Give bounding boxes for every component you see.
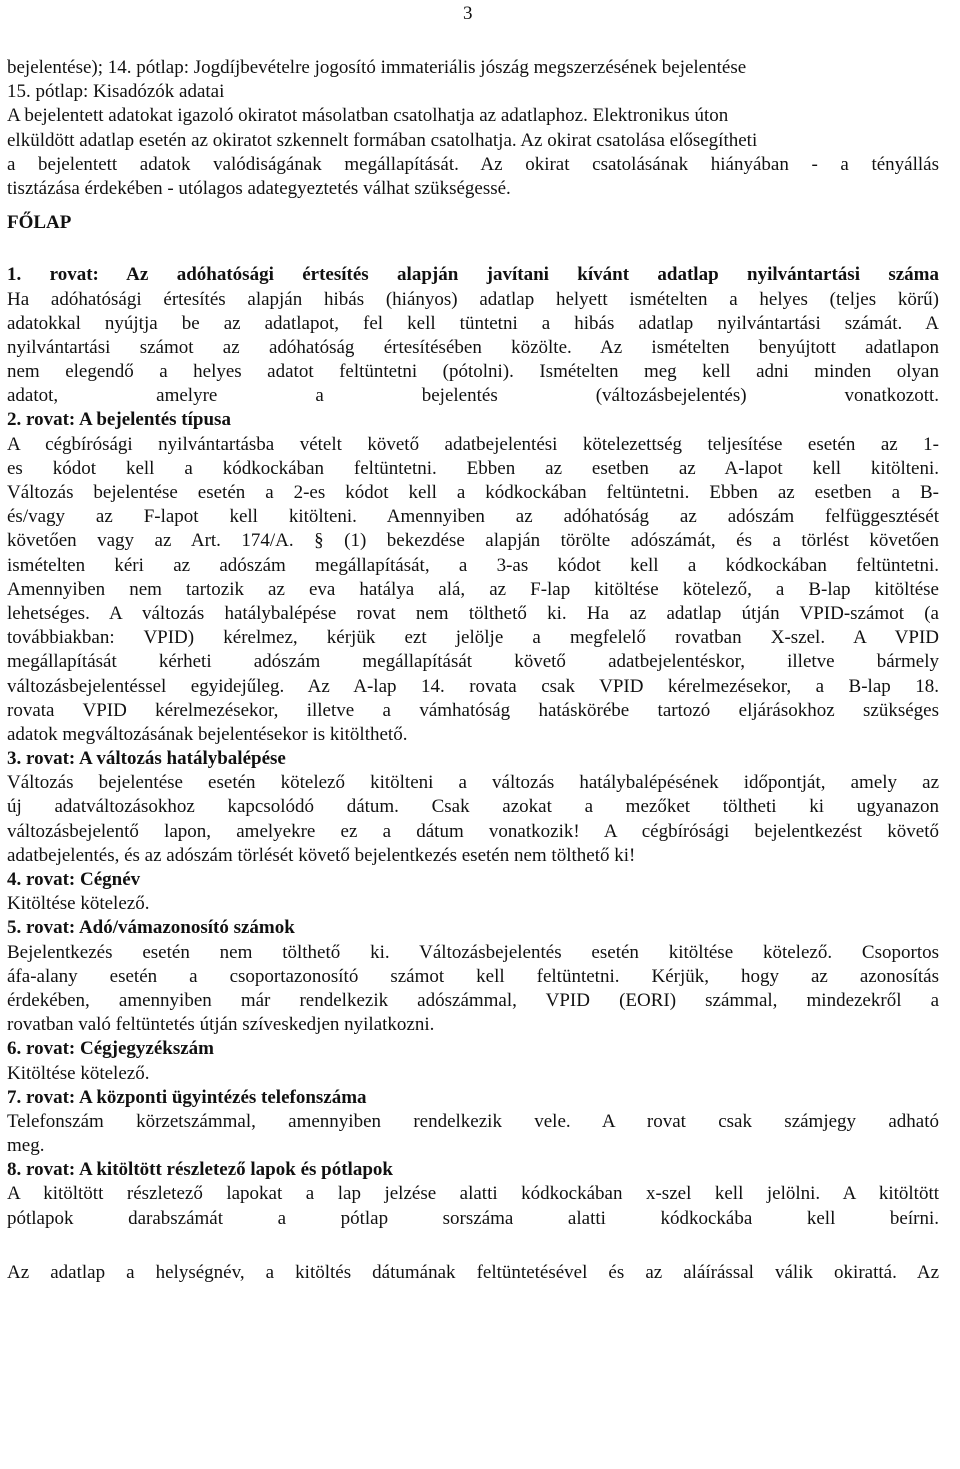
text-line: Változás bejelentése esetén kötelező kitölteni a változás hatálybalépésének időpontját, amely az	[7, 772, 939, 794]
page-number: 3	[463, 3, 473, 24]
section-5	[7, 916, 939, 1037]
text-line: adatot, amelyre a bejelentés (változásbejelentés) vonatkozott.	[7, 385, 939, 407]
text-line: A kitöltött részletező lapokat a lap jelzése alatti kódkockában x-szel kell jelölni. A kitöltött	[7, 1183, 939, 1205]
section-heading: 2. rovat: A bejelentés típusa	[7, 409, 231, 431]
section-1	[7, 263, 939, 408]
text-line: Kitöltése kötelező.	[7, 1062, 150, 1084]
text-line: továbbiakban: VPID) kérelmez, kérjük ezt jelölje a megfelelő rovatban X-szel. A VPID	[7, 627, 939, 649]
text-line: adatbejelentés, és az adószám törlését követő bejelentkezés esetén nem tölthető ki!	[7, 844, 636, 866]
text-line: ismételten kéri az adószám megállapítását, a 3-as kódot kell a kódkockában feltüntetni.	[7, 554, 939, 576]
intro-paragraph	[7, 56, 939, 201]
text-line: változásbejelentéssel egyidejűleg. Az A-lap 14. rovata csak VPID kérelmezésekor, a B-lap 18.	[7, 675, 939, 697]
text-line: és/vagy az F-lapot kell kitölteni. Amennyiben az adóhatóság az adószám felfüggesztését	[7, 506, 939, 528]
section-3	[7, 747, 939, 868]
section-heading: 6. rovat: Cégjegyzékszám	[7, 1038, 214, 1060]
text-line: követően vagy az Art. 174/A. § (1) bekezdése alapján törölte adószámát, és a törlést követően	[7, 530, 939, 552]
text-line: Telefonszám körzetszámmal, amennyiben rendelkezik vele. A rovat csak számjegy adható	[7, 1110, 939, 1132]
text-line: elküldött adatlap esetén az okiratot szkennelt formában csatolhatja. Az okirat csatolása elősegítheti	[7, 129, 758, 151]
section-8	[7, 1158, 939, 1231]
section-4	[7, 868, 939, 916]
text-line: rovatban való feltüntetés útján szíveskedjen nyilatkozni.	[7, 1014, 435, 1036]
text-line: meg.	[7, 1135, 45, 1157]
section-heading: 8. rovat: A kitöltött részletező lapok és pótlapok	[7, 1159, 393, 1181]
text-line: lehetséges. A változás hatálybalépése rovat nem tölthető ki. Ha az adatlap útján VPID-számot (a	[7, 602, 939, 624]
text-line: es kódot kell a kódkockában feltüntetni. Ebben az esetben az A-lapot kell kitölteni.	[7, 457, 939, 479]
section-heading: 3. rovat: A változás hatálybalépése	[7, 748, 286, 770]
text-line: A cégbírósági nyilvántartásba vételt követő adatbejelentési kötelezettség teljesítése esetén az 1-	[7, 433, 939, 455]
section-2	[7, 408, 939, 747]
text-line: bejelentése); 14. pótlap: Jogdíjbevételre jogosító immateriális jószág megszerzésének bejelentése	[7, 57, 747, 78]
text-line: adatok megváltozásának bejelentésekor is kitölthető.	[7, 723, 408, 745]
text-line: rovata VPID kérelmezésekor, illetve a vámhatóság hatáskörébe tartozó eljárásokhoz szükséges	[7, 699, 939, 721]
main-heading: FŐLAP	[7, 212, 72, 234]
text-line: adatokkal nyújtja be az adatlapot, fel kell tüntetni a hibás adatlap nyilvántartási számát. A	[7, 312, 939, 334]
text-line: nem elegendő a helyes adatot feltüntetni (pótolni). Ismételten meg kell adni minden olyan	[7, 361, 939, 383]
text-line: érdekében, amennyiben már rendelkezik adószámmal, VPID (EORI) számmal, mindezekről a	[7, 989, 939, 1011]
section-heading: 7. rovat: A központi ügyintézés telefonszáma	[7, 1086, 367, 1108]
section-heading: 1. rovat: Az adóhatósági értesítés alapján javítani kívánt adatlap nyilvántartási száma	[7, 264, 939, 286]
text-line: Ha adóhatósági értesítés alapján hibás (hiányos) adatlap helyett ismételten a helyes (teljes körű)	[7, 288, 939, 310]
text-line: megállapítását kérheti adószám megállapítását követő adatbejelentéskor, illetve bármely	[7, 651, 939, 673]
text-line: új adatváltozásokhoz kapcsolódó dátum. Csak azokat a mezőket töltheti ki ugyanazon	[7, 796, 939, 818]
text-line: változásbejelentő lapon, amelyekre ez a dátum vonatkozik! A cégbírósági bejelentkezést követő	[7, 820, 939, 842]
text-line: A bejelentett adatokat igazoló okiratot másolatban csatolhatja az adatlaphoz. Elektronikus úton	[7, 105, 729, 127]
text-line: Amennyiben nem tartozik az eva hatálya alá, az F-lap kitöltése kötelező, a B-lap kitöltése	[7, 578, 939, 600]
text-line: Bejelentkezés esetén nem tölthető ki. Változásbejelentés esetén kitöltése kötelező. Csoportos	[7, 941, 939, 963]
section-6	[7, 1037, 939, 1085]
text-line: pótlapok darabszámát a pótlap sorszáma alatti kódkockába kell beírni.	[7, 1207, 939, 1229]
text-line: Változás bejelentése esetén a 2-es kódot kell a kódkockában feltüntetni. Ebben az esetben a B-	[7, 482, 939, 503]
text-line: 15. pótlap: Kisadózók adatai	[7, 81, 225, 103]
text-line: áfa-alany esetén a csoportazonosító számot kell feltüntetni. Kérjük, hogy az azonosítás	[7, 965, 939, 987]
text-line: tisztázása érdekében - utólagos adategyeztetés válhat szükségessé.	[7, 177, 511, 199]
text-line: Kitöltése kötelező.	[7, 893, 150, 915]
section-heading: 4. rovat: Cégnév	[7, 869, 141, 890]
section-7	[7, 1086, 939, 1159]
text-line: a bejelentett adatok valódiságának megállapítását. Az okirat csatolásának hiányában - a tényállás	[7, 153, 939, 175]
text-line: nyilvántartási számot az adóhatóság értesítésében közölte. Az ismételten benyújtott adatlapon	[7, 336, 939, 358]
closing-line: Az adatlap a helységnév, a kitöltés dátumának feltüntetésével és az aláírással válik okirattá. Az	[7, 1261, 939, 1283]
document-body	[7, 56, 939, 1285]
section-heading: 5. rovat: Adó/vámazonosító számok	[7, 917, 295, 939]
